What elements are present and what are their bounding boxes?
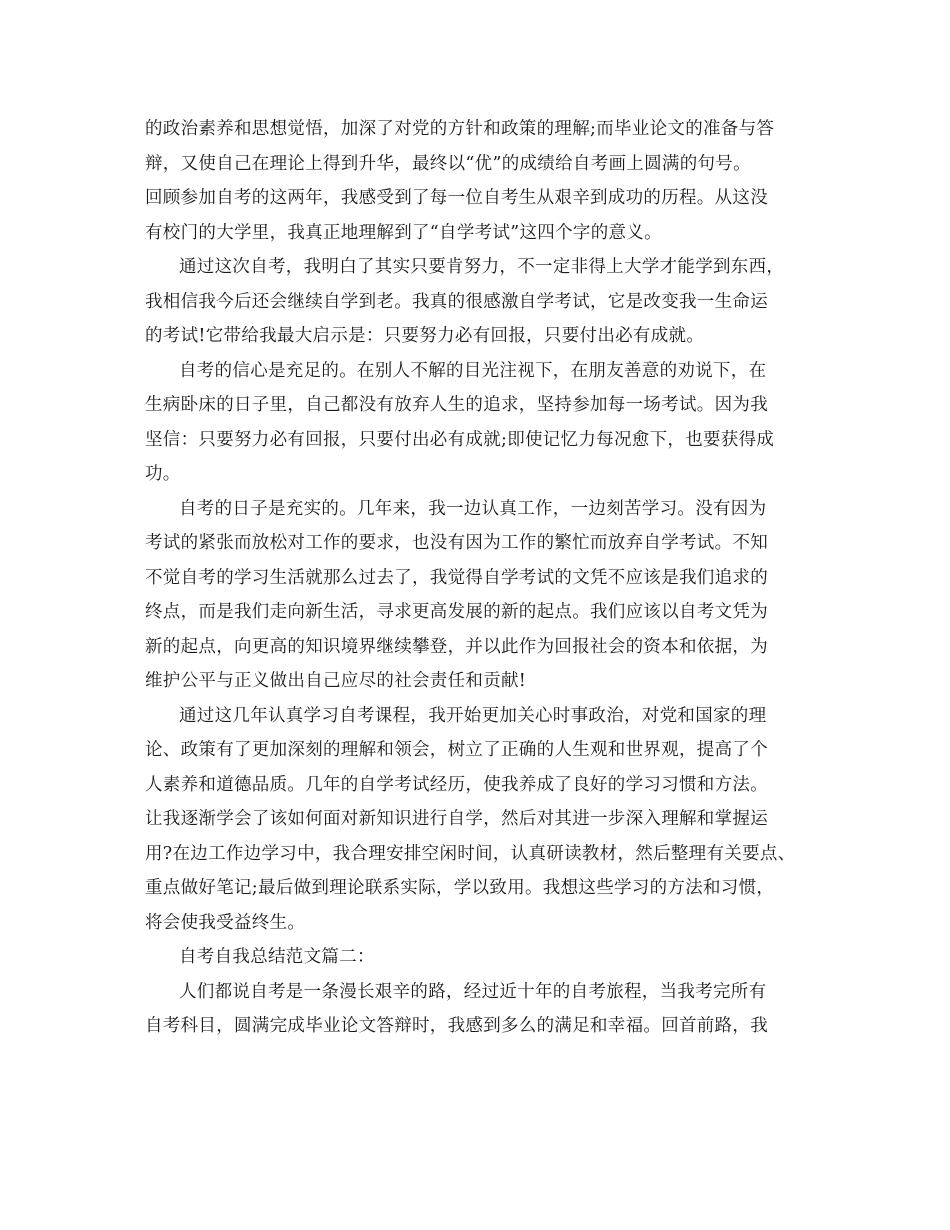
text-line: 让我逐渐学会了该如何面对新知识进行自学，然后对其进一步深入理解和掌握运 <box>145 809 768 829</box>
text-line: 的考试!它带给我最大启示是：只要努力必有回报，只要付出必有成就。 <box>145 326 705 346</box>
text-line: 自考的日子是充实的。几年来，我一边认真工作，一边刻苦学习。没有因为 <box>179 498 767 519</box>
text-line: 的政治素养和思想觉悟，加深了对党的方针和政策的理解;而毕业论文的准备与答 <box>145 119 775 139</box>
text-line: 我相信我今后还会继续自学到老。我真的很感激自学考试，它是改变我一生命运 <box>145 291 768 312</box>
text-line: 坚信：只要努力必有回报，只要付出必有成就;即使记忆力每况愈下，也要获得成 <box>145 429 775 450</box>
text-line: 将会使我受益终生。 <box>145 912 306 933</box>
text-line: 辩，又使自己在理论上得到升华，最终以“优”的成绩给自考画上圆满的句号。 <box>145 153 751 174</box>
text-line: 考试的紧张而放松对工作的要求，也没有因为工作的繁忙而放弃自学考试。不知 <box>145 533 768 553</box>
text-line: 终点，而是我们走向新生活，寻求更高发展的新的起点。我们应该以自考文凭为 <box>145 602 768 622</box>
text-line: 有校门的大学里，我真正地理解到了“自学考试”这四个字的意义。 <box>145 222 662 243</box>
text-line: 用?在边工作边学习中，我合理安排空闲时间，认真研读教材，然后整理有关要点、 <box>145 843 796 864</box>
text-line: 维护公平与正义做出自己应尽的社会责任和贡献! <box>145 671 527 691</box>
text-line: 不觉自考的学习生活就那么过去了，我觉得自学考试的文凭不应该是我们追求的 <box>145 567 768 588</box>
text-line: 通过这几年认真学习自考课程，我开始更加关心时事政治，对党和国家的理 <box>179 705 767 726</box>
document-body <box>145 112 815 1044</box>
text-line: 自考科目，圆满完成毕业论文答辩时，我感到多么的满足和幸福。回首前路，我 <box>145 1016 768 1036</box>
text-line: 自考自我总结范文篇二： <box>179 947 375 967</box>
text-line: 功。 <box>145 464 181 484</box>
text-line: 人们都说自考是一条漫长艰辛的路，经过近十年的自考旅程，当我考完所有 <box>179 981 767 1002</box>
text-line: 自考的信心是充足的。在别人不解的目光注视下，在朋友善意的劝说下，在 <box>179 360 767 381</box>
text-line: 人素养和道德品质。几年的自学考试经历，使我养成了良好的学习习惯和方法。 <box>145 774 768 795</box>
text-line: 论、政策有了更加深刻的理解和领会，树立了正确的人生观和世界观，提高了个 <box>145 740 768 760</box>
text-line: 通过这次自考，我明白了其实只要肯努力，不一定非得上大学才能学到东西， <box>179 257 785 277</box>
text-line: 生病卧床的日子里，自己都没有放弃人生的追求，坚持参加每一场考试。因为我 <box>145 395 768 415</box>
text-line: 新的起点，向更高的知识境界继续攀登，并以此作为回报社会的资本和依据，为 <box>145 636 768 657</box>
text-line: 重点做好笔记;最后做到理论联系实际，学以致用。我想这些学习的方法和习惯， <box>145 878 775 898</box>
text-line: 回顾参加自考的这两年，我感受到了每一位自考生从艰辛到成功的历程。从这没 <box>145 188 768 208</box>
